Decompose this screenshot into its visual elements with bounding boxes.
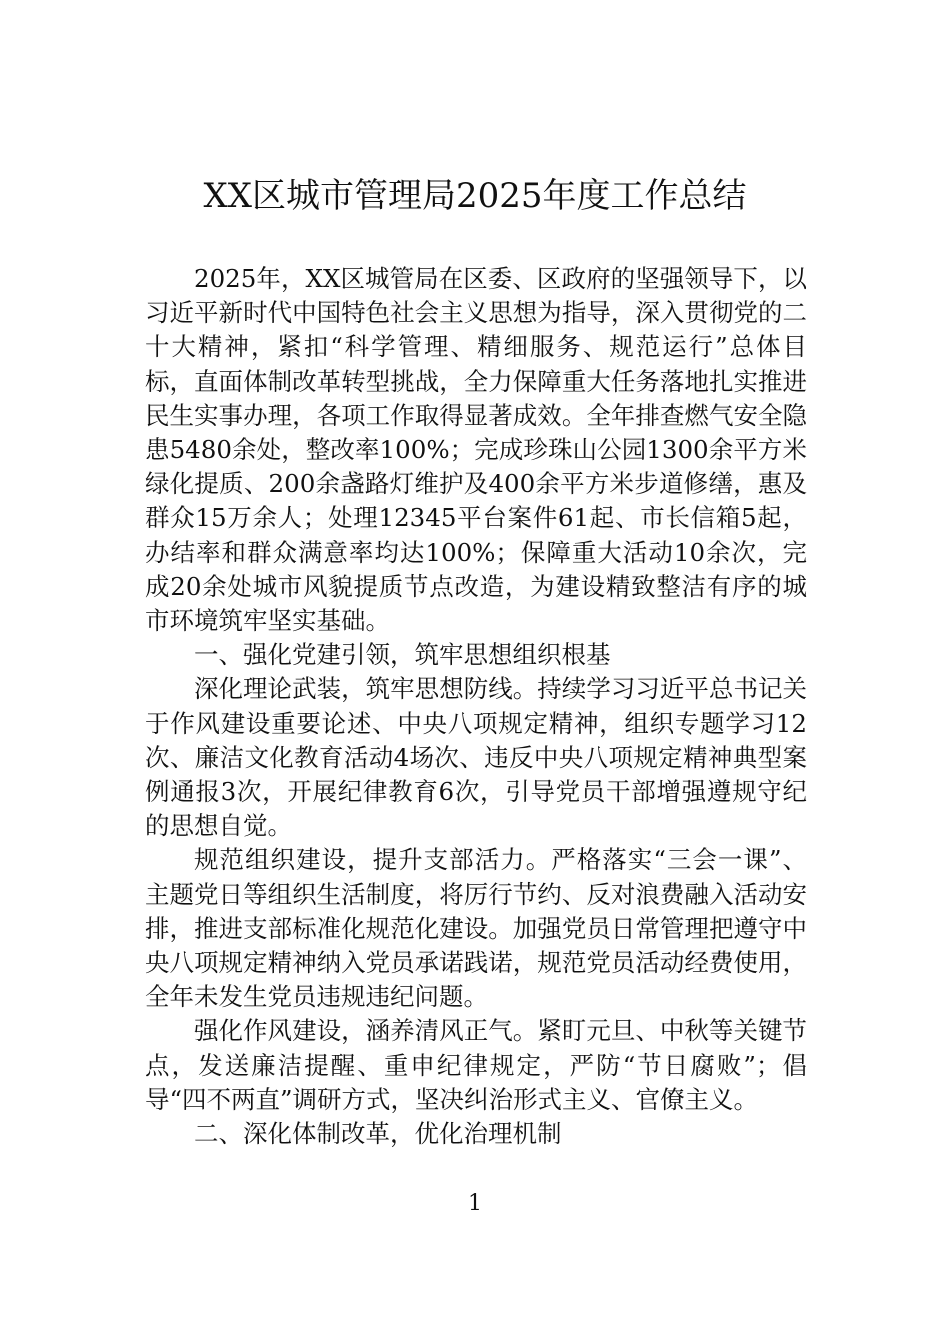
section-heading-1: 一、强化党建引领，筑牢思想组织根基: [194, 640, 611, 670]
page-number: 1: [468, 1191, 482, 1216]
body-paragraph: 规范组织建设，提升支部活力。严格落实“三会一课”、主题党日等组织生活制度，将厉行节约、反对浪费融入活动安排，推进支部标准化规范化建设。加强党员日常管理把遵守中央八项规定精神纳入党员承诺践诺，规范党员活动经费使用，全年未发生党员违规违纪问题。: [145, 845, 807, 1012]
section-heading-2: 二、深化体制改革，优化治理机制: [194, 1119, 562, 1149]
document-body: [145, 262, 807, 1151]
document-title: XX区城市管理局2025年度工作总结: [203, 176, 747, 216]
intro-paragraph: 2025年，XX区城管局在区委、区政府的坚强领导下，以习近平新时代中国特色社会主义思想为指导，深入贯彻党的二十大精神，紧扣“科学管理、精细服务、规范运行”总体目标，直面体制改革转型挑战，全力保障重大任务落地扎实推进民生实事办理，各项工作取得显著成效。全年排查燃气安全隐患5480余处，整改率100%；完成珍珠山公园1300余平方米绿化提质、200余盏路灯维护及400余平方米步道修缮，惠及群众15万余人；处理12345平台案件61起、市长信箱5起，办结率和群众满意率均达100%；保障重大活动10余次，完成20余处城市风貌提质节点改造，为建设精致整洁有序的城市环境筑牢坚实基础。: [145, 264, 807, 636]
body-paragraph: 深化理论武装，筑牢思想防线。持续学习习近平总书记关于作风建设重要论述、中央八项规定精神，组织专题学习12次、廉洁文化教育活动4场次、违反中央八项规定精神典型案例通报3次，开展纪律教育6次，引导党员干部增强遵规守纪的思想自觉。: [145, 674, 807, 841]
body-paragraph: 强化作风建设，涵养清风正气。紧盯元旦、中秋等关键节点，发送廉洁提醒、重申纪律规定，严防“节日腐败”；倡导“四不两直”调研方式，坚决纠治形式主义、官僚主义。: [145, 1016, 807, 1114]
